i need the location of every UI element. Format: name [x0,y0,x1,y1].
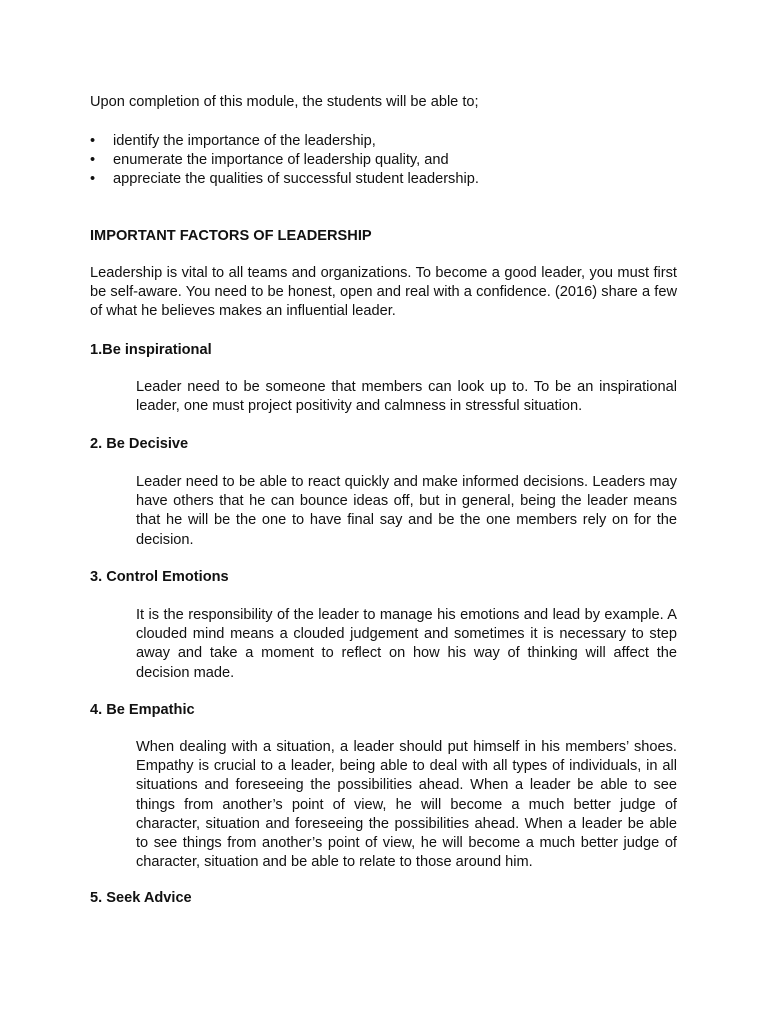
factor-heading-empathic: 4. Be Empathic [90,702,195,718]
list-item [90,151,690,170]
bullet-icon: • [90,171,96,188]
factor-heading-decisive: 2. Be Decisive [90,436,189,452]
list-item [90,170,690,189]
factor-body-inspirational: Leader need to be someone that members can look up to. To be an inspirational leader, one must project positivity and calmness in stressful situation. [136,379,677,415]
section-intro-paragraph: Leadership is vital to all teams and organizations. To become a good leader, you must first be self-aware. You need to be honest, open and real with a confidence. (2016) share a few of what he believes makes an influential leader. [90,265,677,320]
objective-text: appreciate the qualities of successful student leadership. [113,171,479,188]
section-title: IMPORTANT FACTORS OF LEADERSHIP [90,228,372,244]
factor-body-empathic: When dealing with a situation, a leader should put himself in his members’ shoes. Empathy is crucial to a leader, being able to deal with all types of individuals, in all situations and foreseeing the possibilities ahead. When a leader be able to see things from another’s point of view, he will become a much better judge of character, situation and foreseeing the possibilities ahead. When a leader be able to see things from another’s point of view, he will become a much better judge of character, situation and be able to relate to those around him. [136,739,677,871]
objective-text: enumerate the importance of leadership quality, and [113,152,449,169]
factor-body-control-emotions: It is the responsibility of the leader to manage his emotions and lead by example. A clouded mind means a clouded judgement and sometimes it is necessary to step away and take a moment to reflect on how his way of thinking will affect the decision made. [136,607,677,681]
list-item [90,132,690,151]
factor-body-decisive: Leader need to be able to react quickly and make informed decisions. Leaders may have others that he can bounce ideas off, but in general, being the leader means that he will be the one to have final say and be the one members rely on for the decision. [136,474,677,548]
objectives-list [90,132,690,190]
objective-text: identify the importance of the leadership, [113,133,376,149]
factor-heading-seek-advice: 5. Seek Advice [90,890,192,906]
bullet-icon: • [90,152,96,169]
factor-heading-inspirational: 1.Be inspirational [90,342,212,358]
bullet-icon: • [90,133,96,149]
intro-text: Upon completion of this module, the students will be able to; [90,94,479,110]
factor-heading-control-emotions: 3. Control Emotions [90,569,229,585]
